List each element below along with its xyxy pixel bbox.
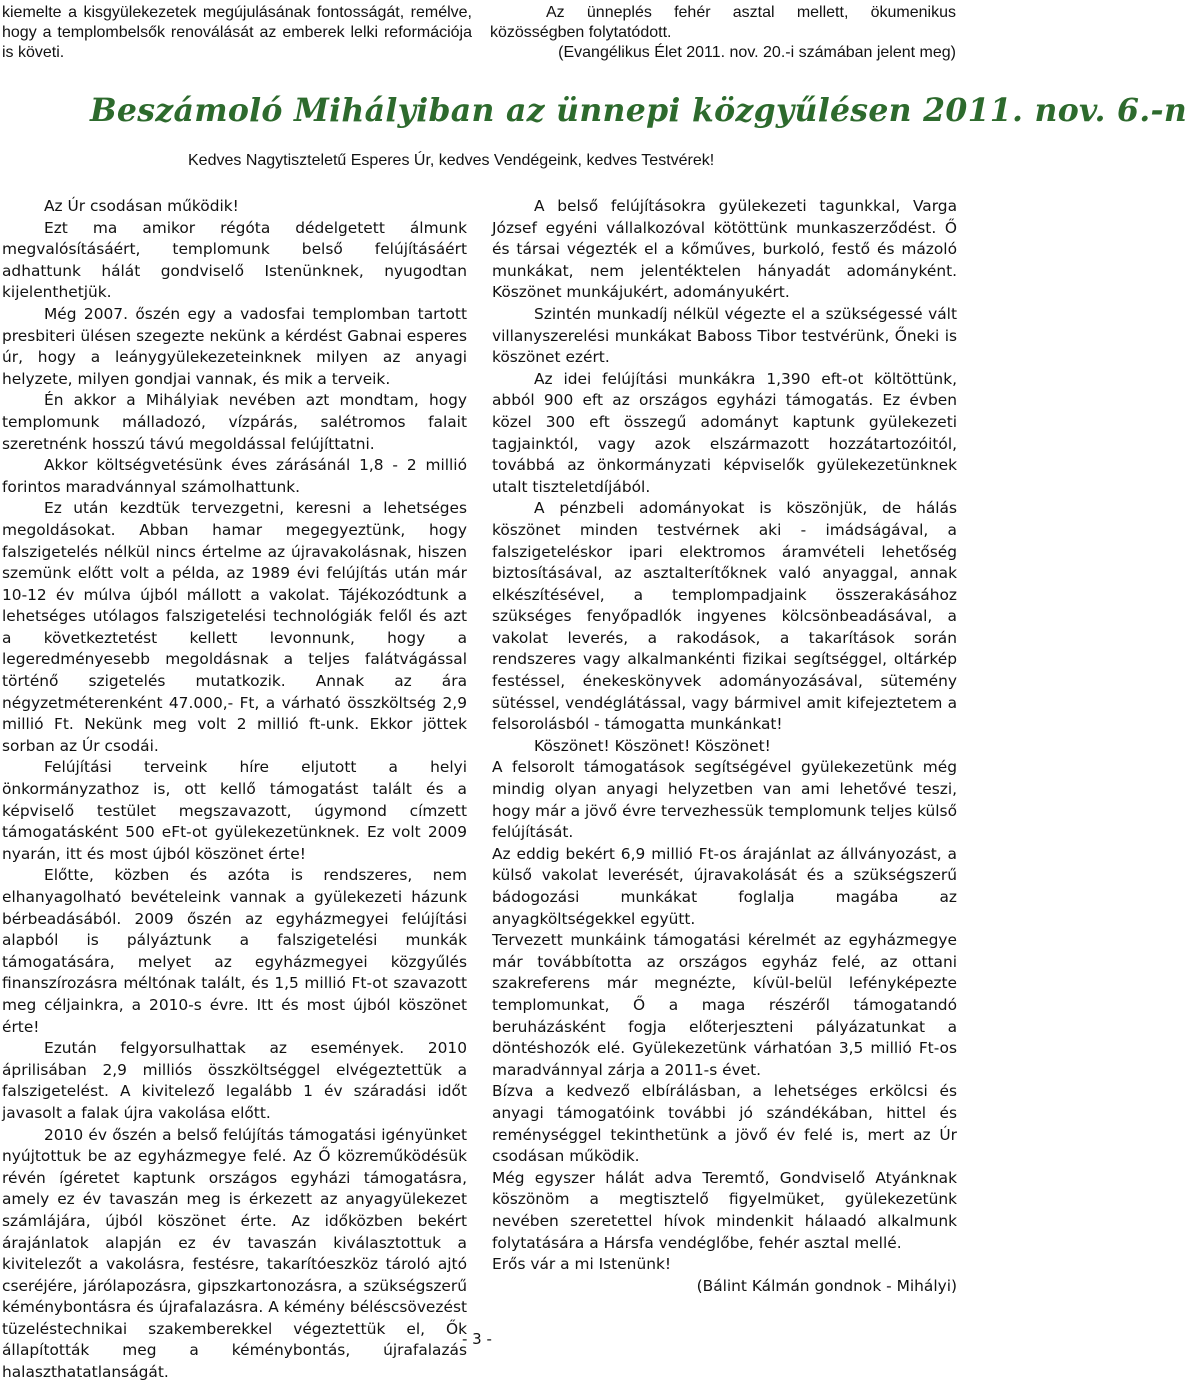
left-column [2,196,467,1384]
paragraph: Ezt ma amikor régóta dédelgetett álmunk megvalósításáért, templomunk belső felújításáért adhattunk hálát gondviselő Istenünknek, nyugodtan kijelenthetjük. [2,218,467,302]
salutation: Kedves Nagytiszteletű Esperes Úr, kedves Vendégeink, kedves Testvérek! [188,152,715,169]
paragraph: Felújítási terveink híre eljutott a helyi önkormányzathoz is, ott kellő támogatást talált és a képviselő testület megszavazott, úgymond címzett támogatásként 500 eFt-ot gyülekezetünknek. Ez volt 2009 nyarán, itt és most újból köszönet érte! [2,758,467,863]
source-citation: (Evangélikus Élet 2011. nov. 20.-i számában jelent meg) [558,44,956,61]
article-title: Beszámoló Mihályiban az ünnepi közgyűlésen 2011. nov. 6.-n [90,92,1187,129]
paragraph: Ezután felgyorsulhattak az események. 2010 áprilisában 2,9 milliós összköltséggel elvégeztettük a falszigetelést. A kivitelező legalább 1 év száradási időt javasolt a falak újra vakolása előtt. [2,1039,467,1122]
right-column [492,196,957,1297]
closing-sentence: Az ünneplés fehér asztal mellett, ökumenikus közösségben folytatódott. [490,4,956,41]
paragraph: Tervezett munkáink támogatási kérelmét az egyházmegye már továbbította az országos egyház felé, az ottani szakreferens már megnézte, kívül-belül lefényképezte templomunkat, Ő a maga részéről támogatandó beruházásként fogja előterjeszteni pályázatunkat a döntéshozók elé. Gyülekezetünk várhatóan 3,5 millió Ft-os maradvánnyal zárja a 2011-s évet. [492,931,957,1079]
paragraph: A pénzbeli adományokat is köszönjük, de hálás köszönet minden testvérnek aki - imádságával, a falszigeteléskor ipari elektromos áramvételi lehetőség biztosításával, az asztalterítőknek való anyaggal, annak elkészítésével, a templompadjaink összerakásához szükséges fenyőpadlók ingyenes kölcsönbeadásával, a vakolat leverés, a rakodások, a takarítások során rendszeres vagy alkalmankénti fizikai segítséggel, oltárkép festéssel, énekeskönyvek adományozásával, sütemény sütéssel, vendéglátással, vagy bármivel amit kifejeztetem a felsorolásból - támogatta munkánkat! [492,499,957,734]
paragraph: Szintén munkadíj nélkül végezte el a szükségessé vált villanyszerelési munkákat Baboss Tibor testvérünk, Őneki is köszönet ezért. [492,304,957,367]
paragraph: Én akkor a Mihályiak nevében azt mondtam, hogy templomunk málladozó, vízpárás, salétromos falait szeretnénk hosszú távú megoldással felújíttatni. [2,391,467,453]
previous-article-ending: kiemelte a kisgyülekezetek megújulásának fontosságát, remélve, hogy a templombelsők renoválását az emberek lelki reformációja is követi. [2,4,472,61]
paragraph: Bízva a kedvező elbírálásban, a lehetséges erkölcsi és anyagi támogatóink további jó szándékában, hittel és reménységgel tekinthetünk a jövő év felé is, mert az Úr csodásan működik. [492,1082,957,1166]
paragraph: Az idei felújítási munkákra 1,390 eft-ot költöttünk, abból 900 eft az országos egyházi támogatás. Ez évben közel 300 eft összegű adományt kaptunk gyülekezeti tagjainktól, vagy azok elszármazott hozzátartozóitól, továbbá az önkormányzati képviselők gyülekezetünknek utalt tiszteletdíjából. [492,369,957,496]
paragraph: Még 2007. őszén egy a vadosfai templomban tartott presbiteri ülésen szegezte nekünk a kérdést Gabnai esperes úr, hogy a leánygyülekezeteinknek milyen az anyagi helyzete, milyen gondjai vannak, és mik a terveik. [2,304,467,388]
paragraph: Még egyszer hálát adva Teremtő, Gondviselő Atyánknak köszönöm a megtisztelő figyelmüket, gyülekezetünk nevében szeretettel hívok mindenkit hálaadó alkalmunk folytatására a Hársfa vendéglőbe, fehér asztal mellé. [492,1168,957,1252]
paragraph: A felsorolt támogatások segítségével gyülekezetünk még mindig olyan anyagi helyzetben van ami lehetővé teszi, hogy már a jövő évre tervezhessük templomunk teljes külső felújítását. [492,758,957,842]
paragraph: A belső felújításokra gyülekezeti tagunkkal, Varga József egyéni vállalkozóval kötöttünk munkaszerződést. Ő és társai végezték el a kőműves, burkoló, festő és mázoló munkákat, nem jelentéktelen hányadát adományként. Köszönet munkájukért, adományukért. [492,197,957,302]
paragraph: Az eddig bekért 6,9 millió Ft-os árajánlat az állványozást, a külső vakolat leverését, újravakolását és a szükségszerű bádogozási munkákat foglalja magába az anyagköltségekkel együtt. [492,844,957,928]
paragraph: Az Úr csodásan működik! [44,197,239,215]
page-number: - 3 - [462,1330,492,1348]
paragraph: Akkor költségvetésünk éves zárásánál 1,8 - 2 millió forintos maradvánnyal számolhattunk. [2,456,467,496]
author-signature: (Bálint Kálmán gondnok - Mihályi) [696,1276,957,1295]
paragraph: Ez után kezdtük tervezgetni, keresni a lehetséges megoldásokat. Abban hamar megegyeztünk, hogy falszigetelés nélkül nincs értelme az újravakolásnak, hiszen szemünk előtt volt a példa, az 1989 évi felújítás után már 10-12 év múlva újból mállott a vakolat. Tájékozódtunk a lehetséges utólagos falszigetelési technológiák felől és azt a következtetést kellett levonnunk, hogy a legeredményesebb megoldásnak a teljes falátvágással történő szigetelés mutatkozik. Annak az ára négyzetméterenként 47.000,- Ft, a várható összköltség 2,9 millió Ft. Nekünk meg volt 2 millió ft-unk. Ekkor jöttek sorban az Úr csodái. [2,499,467,755]
previous-article-continuation [490,3,956,63]
paragraph: Előtte, közben és azóta is rendszeres, nem elhanyagolható bevételeink vannak a gyülekezeti házunk bérbeadásából. 2009 őszén az egyházmegyei felújítási alapból is pályáztunk a falszigetelési munkák támogatására, melyet az egyházmegyei közgyűlés finanszírozásra méltónak talált, és 1,5 millió Ft-ot szavazott meg céljainkra, a 2010-s évre. Itt és most újból köszönet érte! [2,866,467,1036]
paragraph: 2010 év őszén a belső felújítás támogatási igényünket nyújtottuk be az egyházmegye felé. Az Ő közreműködésük révén ígéretet kaptunk országos egyházi támogatásra, amely ez év tavaszán meg is érkezett az anyagyülekezet számlájára, újból köszönet érte. Az időközben bekért árajánlatok alapján ez év tavaszán kiválasztottuk a kivitelezőt a vakolásra, festésre, takarítóeszköz tároló ajtó cseréjére, járólapozásra, gipszkartonozásra, a szükségszerű kéménybontásra és újrafalazásra. A kémény béléscsövezést tüzeléstechnikai szakemberekkel végeztettük el, Ők állapították meg a kéménybontás, újrafalazás halaszthatatlanságát. [2,1125,467,1382]
closing-hymn-line: Erős vár a mi Istenünk! [492,1255,672,1274]
thanks-line: Köszönet! Köszönet! Köszönet! [534,736,771,755]
